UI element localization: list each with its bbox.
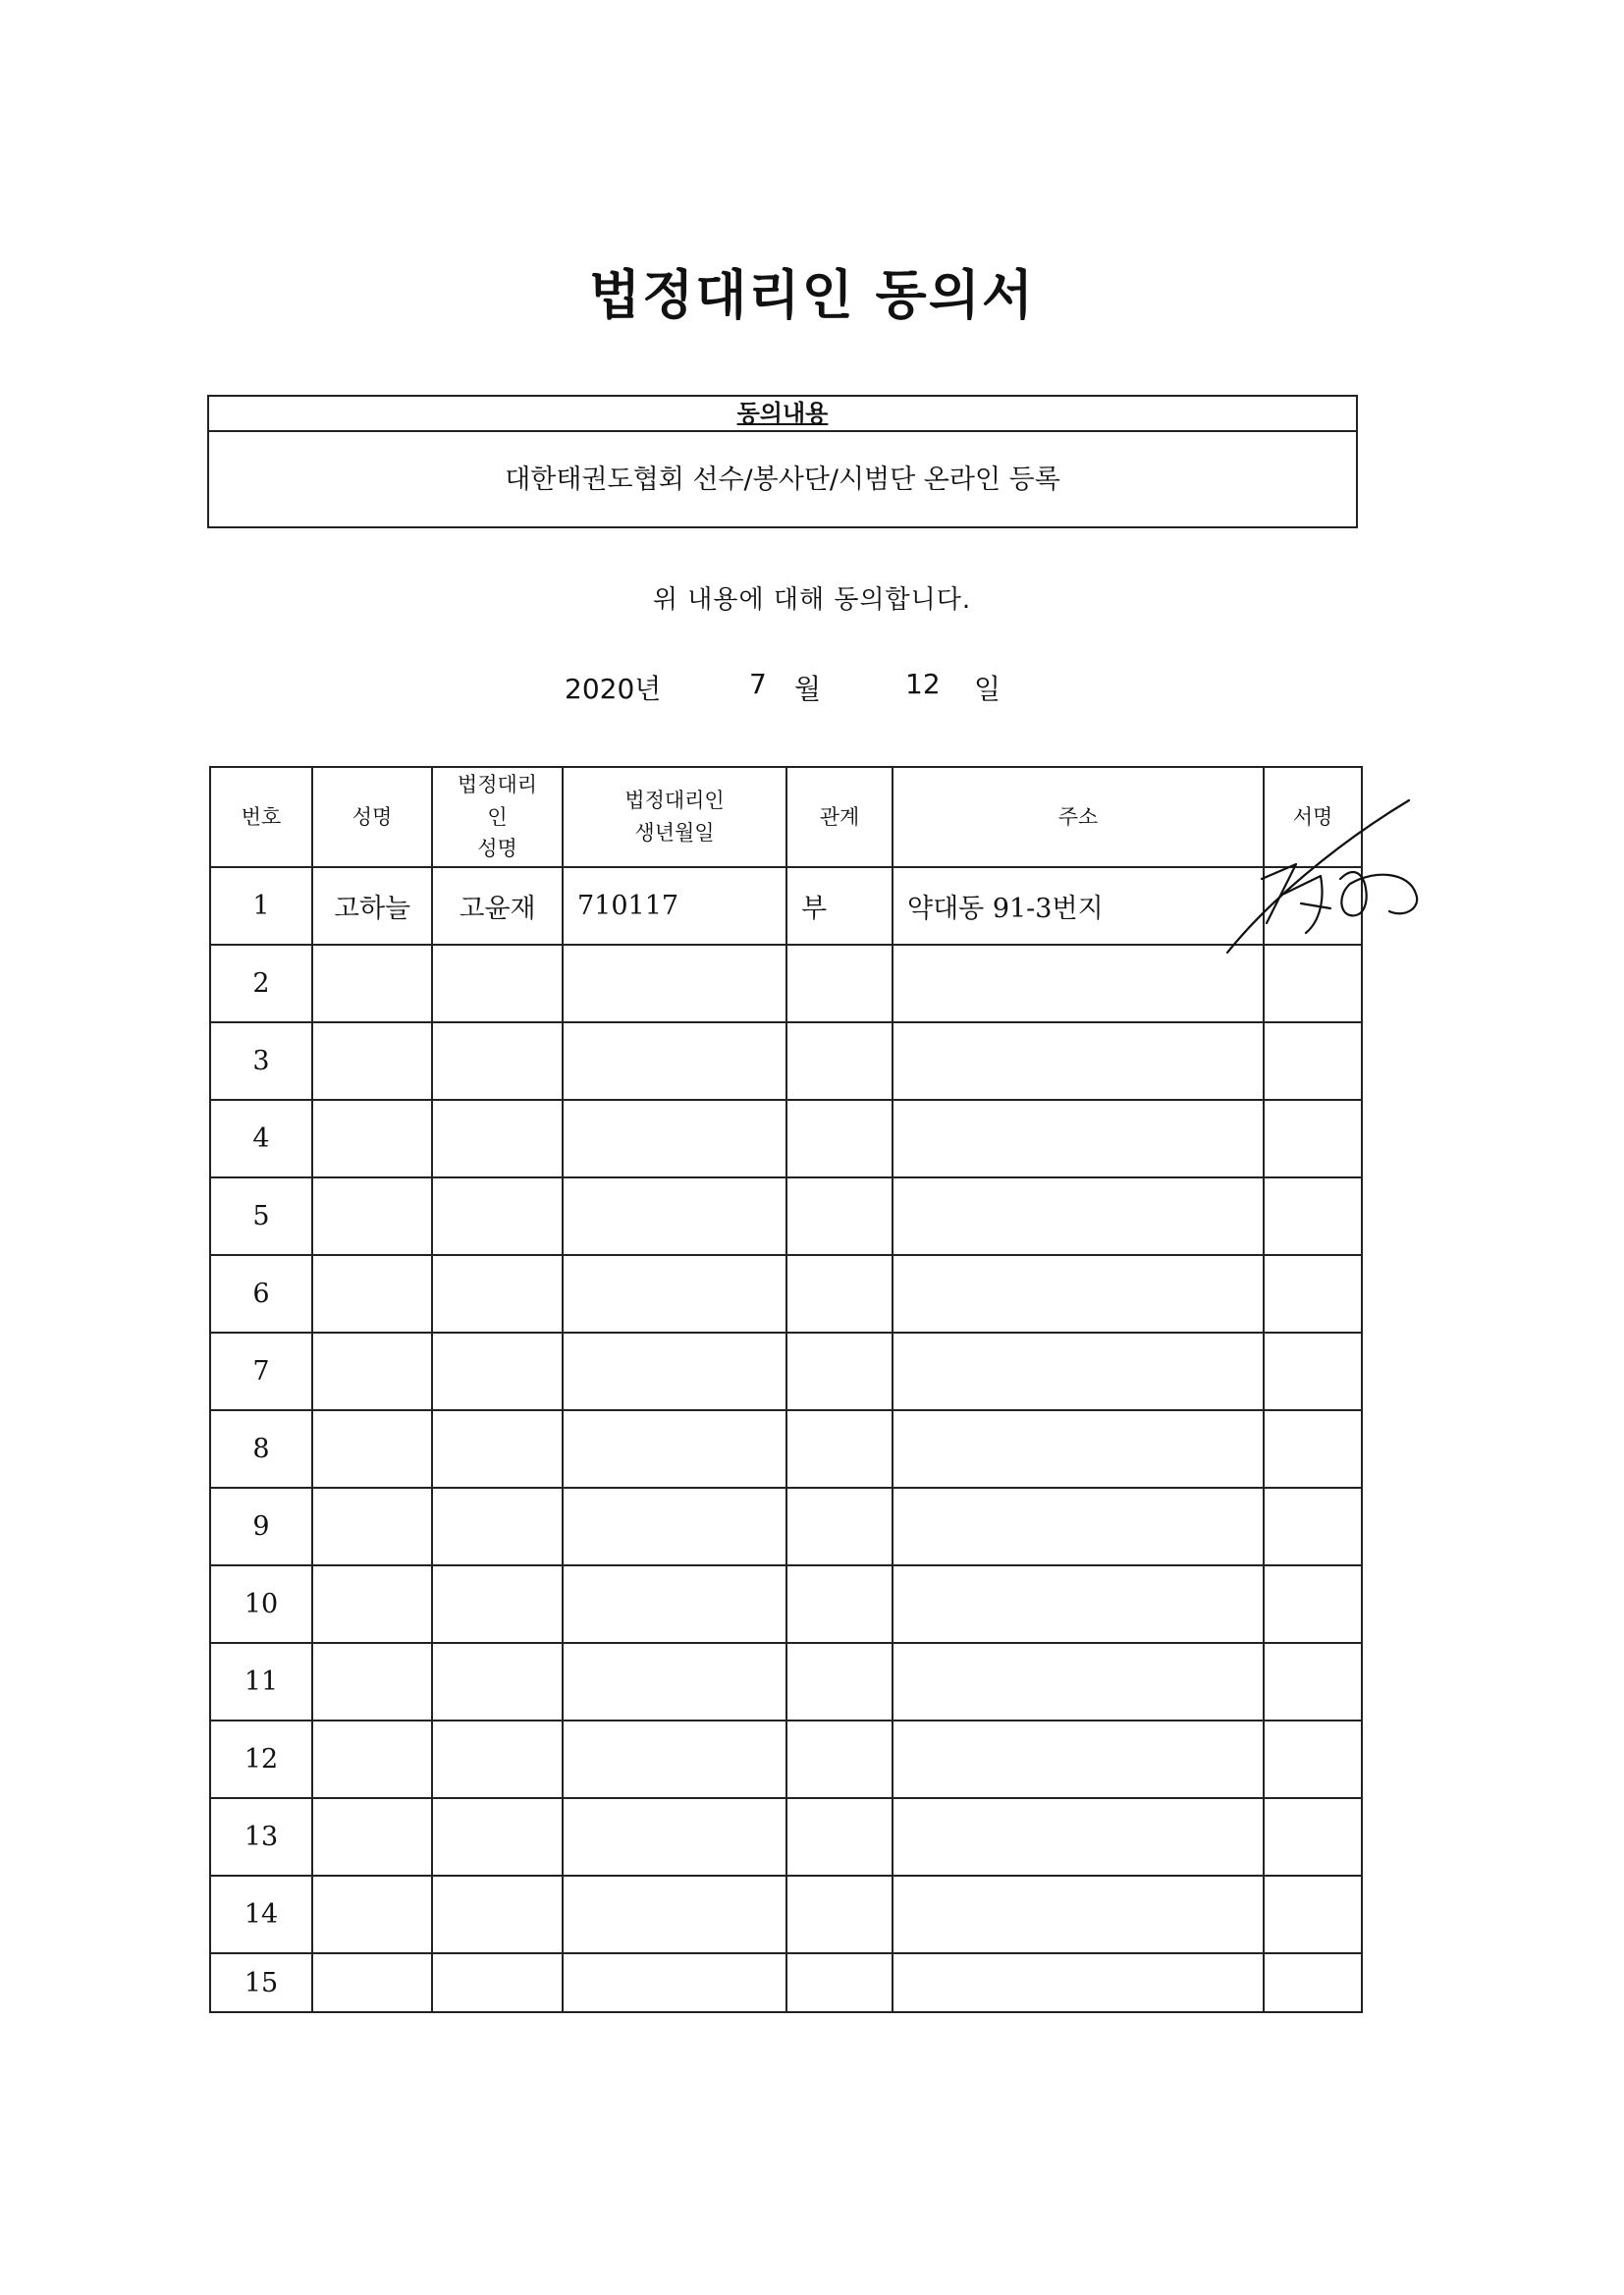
cell-relation (786, 1798, 893, 1876)
cell-signature (1264, 1255, 1362, 1333)
cell-address (893, 1565, 1264, 1643)
table-row (210, 1333, 1362, 1410)
table-row (210, 1953, 1362, 2012)
cell-address (893, 1410, 1264, 1488)
cell-no: 6 (210, 1255, 312, 1333)
table-row (210, 1721, 1362, 1798)
cell-signature (1264, 1643, 1362, 1721)
cell-guardian-name (432, 1255, 563, 1333)
cell-relation (786, 1876, 893, 1953)
handwritten-signature (1227, 786, 1443, 962)
cell-guardian-birth (563, 1643, 786, 1721)
cell-guardian-name (432, 1643, 563, 1721)
table-row (210, 1488, 1362, 1565)
cell-no: 12 (210, 1721, 312, 1798)
cell-guardian-name (432, 1022, 563, 1100)
cell-name (312, 1177, 432, 1255)
cell-guardian-name (432, 1876, 563, 1953)
table-row (210, 867, 1362, 945)
header-signature: 서명 (1264, 767, 1362, 867)
cell-guardian-birth (563, 945, 786, 1022)
cell-guardian-birth (563, 1022, 786, 1100)
cell-guardian-name (432, 1177, 563, 1255)
cell-guardian-birth (563, 1100, 786, 1177)
cell-address (893, 945, 1264, 1022)
consent-header-label: 동의내용 (736, 400, 829, 427)
cell-signature (1264, 1100, 1362, 1177)
table-row (210, 1410, 1362, 1488)
table-row (210, 1255, 1362, 1333)
header-no: 번호 (210, 767, 312, 867)
date-month-unit: 월 (794, 673, 822, 705)
cell-address (893, 1643, 1264, 1721)
cell-no: 3 (210, 1022, 312, 1100)
cell-address (893, 1022, 1264, 1100)
cell-guardian-name (432, 1953, 563, 2012)
cell-guardian-name (432, 1100, 563, 1177)
date-year: 2020년 (565, 673, 662, 705)
cell-relation (786, 1565, 893, 1643)
cell-guardian-birth (563, 1410, 786, 1488)
table-row (210, 1643, 1362, 1721)
cell-no: 5 (210, 1177, 312, 1255)
cell-guardian-name (432, 1798, 563, 1876)
cell-relation (786, 1100, 893, 1177)
cell-address: 약대동 91-3번지 (893, 867, 1264, 945)
consent-box (207, 395, 1358, 528)
cell-guardian-birth (563, 1177, 786, 1255)
cell-no: 13 (210, 1798, 312, 1876)
document-title: 법정대리인 동의서 (588, 264, 1036, 326)
cell-guardian-birth (563, 1565, 786, 1643)
cell-address (893, 1333, 1264, 1410)
cell-address (893, 1953, 1264, 2012)
cell-name (312, 1488, 432, 1565)
cell-guardian-name (432, 1333, 563, 1410)
cell-guardian-birth (563, 1721, 786, 1798)
cell-relation (786, 1721, 893, 1798)
cell-guardian-name (432, 1721, 563, 1798)
cell-signature (1264, 1953, 1362, 2012)
cell-relation (786, 1488, 893, 1565)
cell-address (893, 1721, 1264, 1798)
header-guardian-birth (563, 767, 786, 867)
cell-guardian-birth (563, 1488, 786, 1565)
table-row (210, 1876, 1362, 1953)
cell-name (312, 1100, 432, 1177)
table-header-row (210, 767, 1362, 867)
cell-relation (786, 1410, 893, 1488)
cell-name (312, 1333, 432, 1410)
cell-name (312, 1643, 432, 1721)
agreement-statement: 위 내용에 대해 동의합니다. (652, 585, 972, 615)
cell-no: 10 (210, 1565, 312, 1643)
header-relation: 관계 (786, 767, 893, 867)
cell-no: 9 (210, 1488, 312, 1565)
cell-guardian-birth (563, 1255, 786, 1333)
cell-signature (1264, 1721, 1362, 1798)
header-name: 성명 (312, 767, 432, 867)
cell-guardian-name: 고윤재 (432, 867, 563, 945)
cell-signature (1264, 1876, 1362, 1953)
header-guardian-name-line2: 인 (487, 804, 508, 829)
table-row (210, 945, 1362, 1022)
cell-guardian-name (432, 1565, 563, 1643)
consent-header (209, 397, 1356, 432)
date-day-unit: 일 (974, 673, 1001, 705)
cell-signature (1264, 1798, 1362, 1876)
cell-no: 15 (210, 1953, 312, 2012)
cell-address (893, 1255, 1264, 1333)
cell-name (312, 1565, 432, 1643)
cell-no: 14 (210, 1876, 312, 1953)
cell-address (893, 1488, 1264, 1565)
cell-address (893, 1876, 1264, 1953)
cell-guardian-birth: 710117 (563, 867, 786, 945)
cell-guardian-name (432, 1410, 563, 1488)
table-row (210, 1177, 1362, 1255)
table-row (210, 1565, 1362, 1643)
cell-guardian-name (432, 945, 563, 1022)
table-row (210, 1022, 1362, 1100)
cell-no: 1 (210, 867, 312, 945)
cell-guardian-birth (563, 1876, 786, 1953)
cell-name (312, 1953, 432, 2012)
consent-content: 대한태권도협회 선수/봉사단/시범단 온라인 등록 (505, 464, 1060, 495)
cell-name (312, 945, 432, 1022)
cell-no: 4 (210, 1100, 312, 1177)
header-guardian-name-line3: 성명 (477, 837, 517, 861)
cell-signature (1264, 1488, 1362, 1565)
cell-relation (786, 1177, 893, 1255)
cell-guardian-birth (563, 1798, 786, 1876)
registration-table (209, 766, 1363, 2013)
cell-no: 11 (210, 1643, 312, 1721)
cell-relation (786, 1022, 893, 1100)
table-body (210, 867, 1362, 2012)
cell-name (312, 1721, 432, 1798)
cell-name (312, 1876, 432, 1953)
cell-guardian-name (432, 1488, 563, 1565)
cell-name (312, 1798, 432, 1876)
header-guardian-name (432, 767, 563, 867)
cell-guardian-birth (563, 1333, 786, 1410)
cell-relation (786, 1643, 893, 1721)
cell-guardian-birth (563, 1953, 786, 2012)
cell-relation (786, 1255, 893, 1333)
cell-no: 8 (210, 1410, 312, 1488)
cell-signature (1264, 1565, 1362, 1643)
cell-no: 7 (210, 1333, 312, 1410)
cell-name: 고하늘 (312, 867, 432, 945)
cell-name (312, 1022, 432, 1100)
cell-relation (786, 1333, 893, 1410)
cell-relation (786, 945, 893, 1022)
header-guardian-birth-line1: 법정대리인 (624, 789, 725, 813)
cell-signature (1264, 1022, 1362, 1100)
date-month: 7 (749, 668, 767, 700)
cell-relation (786, 1953, 893, 2012)
header-address: 주소 (893, 767, 1264, 867)
cell-relation: 부 (786, 867, 893, 945)
table-row (210, 1100, 1362, 1177)
cell-address (893, 1798, 1264, 1876)
cell-name (312, 1410, 432, 1488)
cell-address (893, 1177, 1264, 1255)
cell-signature (1264, 1177, 1362, 1255)
header-guardian-name-line1: 법정대리 (457, 773, 538, 797)
cell-no: 2 (210, 945, 312, 1022)
cell-signature (1264, 1410, 1362, 1488)
cell-address (893, 1100, 1264, 1177)
cell-signature (1264, 1333, 1362, 1410)
date-day: 12 (905, 668, 941, 700)
table-row (210, 1798, 1362, 1876)
header-guardian-birth-line2: 생년월일 (634, 821, 715, 845)
cell-name (312, 1255, 432, 1333)
